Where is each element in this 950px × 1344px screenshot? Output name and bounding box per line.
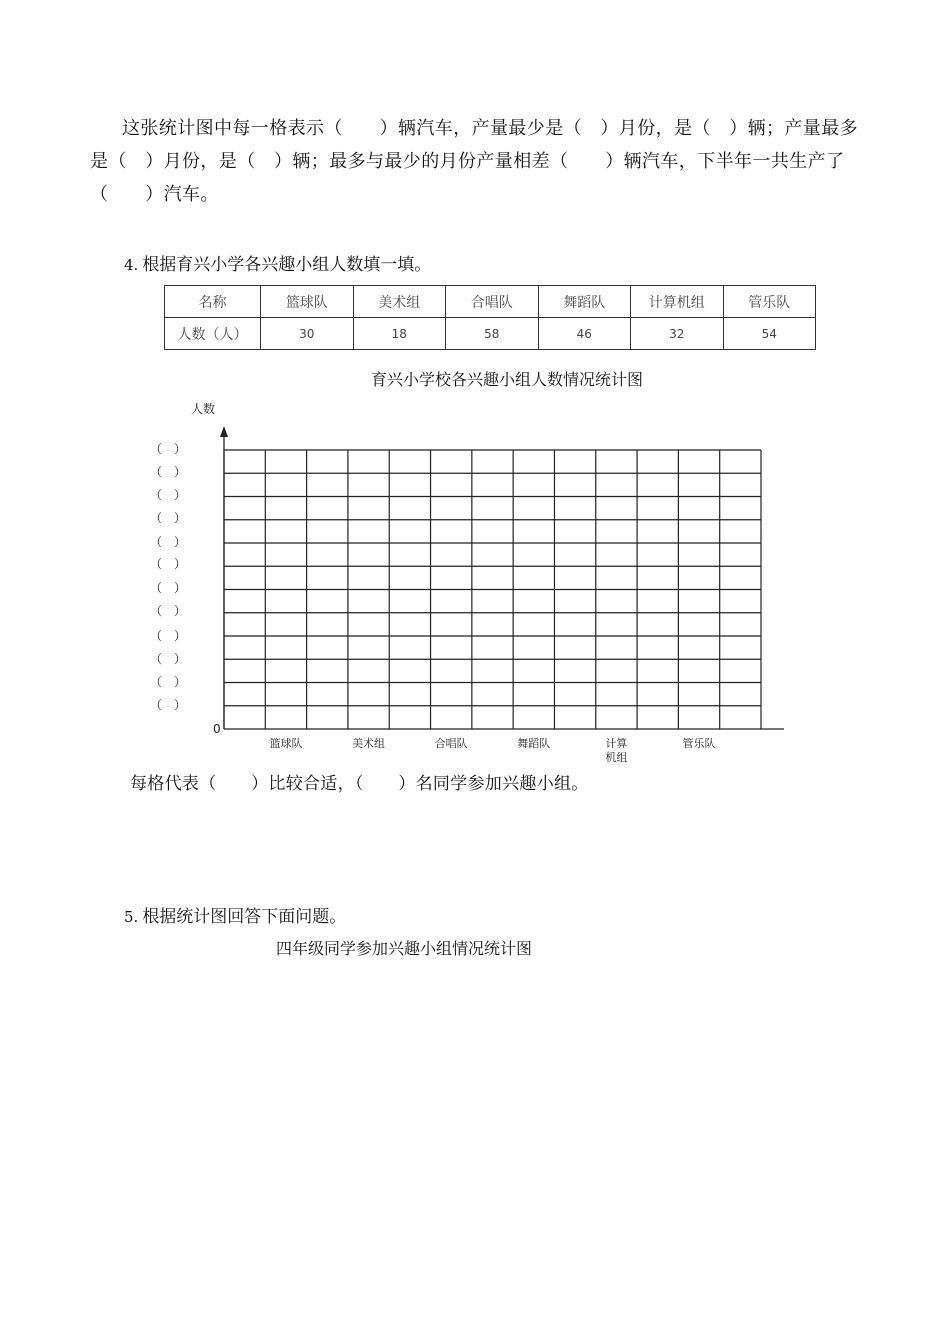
y-tick-blank: （ ） [150, 604, 187, 618]
table-header-cell: 合唱队 [446, 286, 539, 318]
y-tick-blank: （ ） [150, 511, 187, 525]
y-tick-blank: （ ） [150, 652, 187, 666]
x-category-label: 合唱队 [434, 737, 468, 750]
y-axis-title: 人数 [191, 402, 216, 416]
y-tick-blank: （ ） [150, 581, 187, 595]
answer-line: 每格代表（ ）比较合适，（ ）名同学参加兴趣小组。 [130, 774, 589, 794]
y-tick-blank: （ ） [150, 488, 187, 502]
chart-title: 育兴小学校各兴趣小组人数情况统计图 [371, 370, 644, 389]
x-category-label: 篮球队 [269, 737, 303, 750]
table-value-cell: 32 [631, 318, 724, 350]
table-header-cell: 篮球队 [261, 286, 354, 318]
y-tick-blank: （ ） [150, 442, 187, 456]
table-header-cell: 美术组 [353, 286, 446, 318]
table-header-cell: 舞蹈队 [538, 286, 631, 318]
question-5-chart-title: 四年级同学参加兴趣小组情况统计图 [276, 939, 533, 958]
table-header-cell: 计算机组 [631, 286, 724, 318]
y-tick-blank: （ ） [150, 675, 187, 689]
question-5-number: 5. [124, 908, 139, 926]
origin-label: 0 [213, 722, 221, 736]
question-5-instruction: 根据统计图回答下面问题。 [142, 907, 347, 927]
table-header-label: 名称 [165, 286, 261, 318]
question-5-title [124, 902, 346, 927]
x-category-label: 管乐队 [682, 737, 716, 750]
table-value-cell: 58 [446, 318, 539, 350]
y-tick-blank: （ ） [150, 698, 187, 712]
question-4-number: 4. [124, 256, 139, 274]
y-tick-blank: （ ） [150, 557, 187, 571]
x-category-label: 美术组 [352, 737, 386, 750]
table-row-label: 人数（人） [165, 318, 261, 350]
question-4-instruction: 根据育兴小学各兴趣小组人数填一填。 [142, 255, 432, 275]
x-category-label: 机组 [605, 751, 628, 764]
table-value-cell: 18 [353, 318, 446, 350]
x-category-label: 计算 [605, 737, 628, 750]
table-header-cell: 管乐队 [723, 286, 816, 318]
table-value-cell: 54 [723, 318, 816, 350]
question-3-text: 这张统计图中每一格表示（ ）辆汽车，产量最少是（ ）月份，是（ ）辆；产量最多是（ ）月份，是（ ）辆；最多与最少的月份产量相差（ ）辆汽车，下半年一共生产了（ ）汽车。 [90, 118, 858, 205]
y-tick-blank: （ ） [150, 629, 187, 643]
table-value-cell: 30 [261, 318, 354, 350]
y-tick-blank: （ ） [150, 535, 187, 549]
y-axis-arrow-icon [220, 426, 228, 437]
y-tick-blank: （ ） [150, 465, 187, 479]
table-value-cell: 46 [538, 318, 631, 350]
x-category-label: 舞蹈队 [517, 737, 551, 750]
